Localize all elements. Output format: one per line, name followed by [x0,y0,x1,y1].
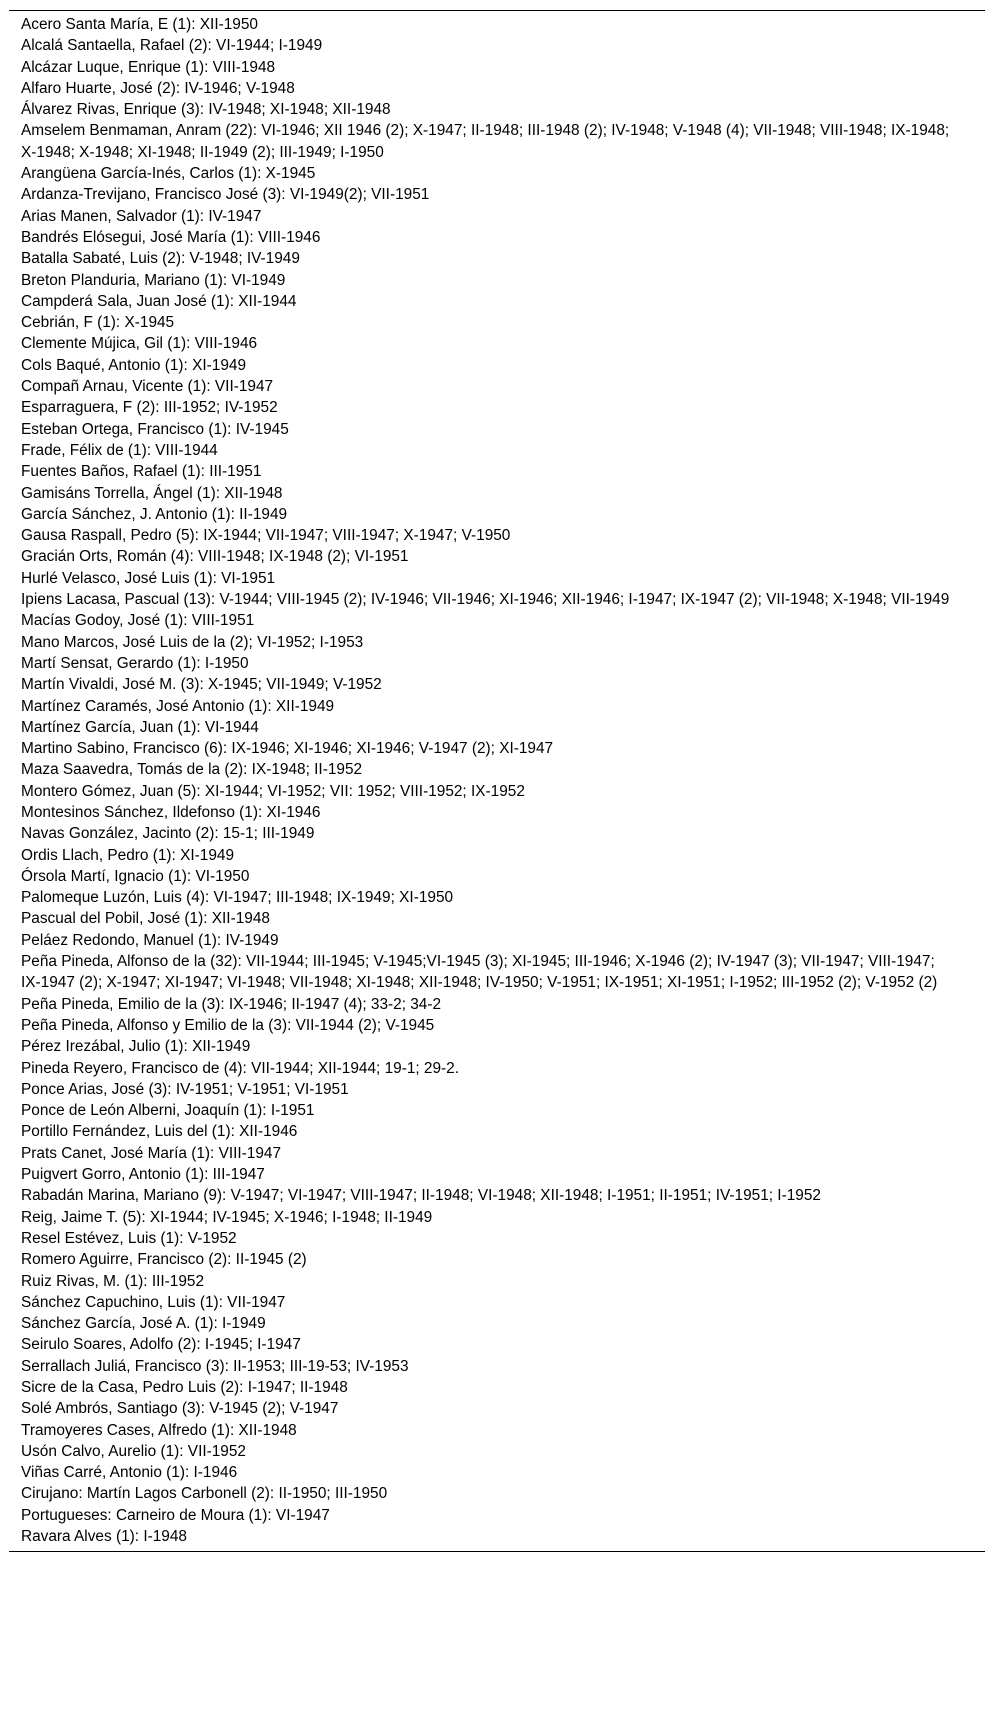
index-entry: Órsola Martí, Ignacio (1): VI-1950 [21,867,250,885]
index-entry: Macías Godoy, José (1): VIII-1951 [21,612,255,630]
index-entry: Ordis Llach, Pedro (1): XI-1949 [21,846,235,864]
index-entry: Ipiens Lacasa, Pascual (13): V-1944; VIII-1945 (2); IV-1946; VII-1946; XI-1946; XII-1946; I-1947; IX-1947 (2); VII-1948; X-1948; VII-1949 [21,591,950,609]
index-entry: Puigvert Gorro, Antonio (1): III-1947 [21,1166,265,1184]
index-entry: Breton Planduria, Mariano (1): VI-1949 [21,271,286,289]
index-entry: Ponce Arias, José (3): IV-1951; V-1951; VI-1951 [21,1080,349,1098]
index-entry: Álvarez Rivas, Enrique (3): IV-1948; XI-1948; XII-1948 [21,101,391,119]
author-index-list [9,14,985,1547]
index-entry: Ravara Alves (1): I-1948 [21,1528,187,1546]
index-entry: Martí Sensat, Gerardo (1): I-1950 [21,654,249,672]
index-entry: Alcázar Luque, Enrique (1): VIII-1948 [21,58,276,76]
index-entry: Peláez Redondo, Manuel (1): IV-1949 [21,931,279,949]
index-entry: Peña Pineda, Alfonso y Emilio de la (3): VII-1944 (2); V-1945 [21,1016,435,1034]
index-entry: Reig, Jaime T. (5): XI-1944; IV-1945; X-1946; I-1948; II-1949 [21,1208,433,1226]
index-entry: Alcalá Santaella, Rafael (2): VI-1944; I-1949 [21,37,323,55]
index-entry: Martínez García, Juan (1): VI-1944 [21,718,259,736]
index-entry: Solé Ambrós, Santiago (3): V-1945 (2); V-1947 [21,1400,339,1418]
index-entry: Pascual del Pobil, José (1): XII-1948 [21,910,270,928]
index-entry: Martín Vivaldi, José M. (3): X-1945; VII-1949; V-1952 [21,676,382,694]
index-entry: Batalla Sabaté, Luis (2): V-1948; IV-1949 [21,250,300,268]
index-entry: Montesinos Sánchez, Ildefonso (1): XI-1946 [21,803,321,821]
index-entry: Usón Calvo, Aurelio (1): VII-1952 [21,1442,246,1460]
index-entry: Portillo Fernández, Luis del (1): XII-1946 [21,1123,298,1141]
index-entry: Esparraguera, F (2): III-1952; IV-1952 [21,399,278,417]
index-entry: Romero Aguirre, Francisco (2): II-1945 (2) [21,1251,307,1269]
index-entry: Ruiz Rivas, M. (1): III-1952 [21,1272,205,1290]
index-entry: Pineda Reyero, Francisco de (4): VII-1944; XII-1944; 19-1; 29-2. [21,1059,460,1077]
index-entry: Pérez Irezábal, Julio (1): XII-1949 [21,1038,251,1056]
index-entry: Viñas Carré, Antonio (1): I-1946 [21,1464,238,1482]
index-entry: Alfaro Huarte, José (2): IV-1946; V-1948 [21,79,295,97]
index-entry: Cirujano: Martín Lagos Carbonell (2): II-1950; III-1950 [21,1485,388,1503]
index-entry: Hurlé Velasco, José Luis (1): VI-1951 [21,569,276,587]
index-entry: Mano Marcos, José Luis de la (2); VI-1952; I-1953 [21,633,364,651]
index-entry: Esteban Ortega, Francisco (1): IV-1945 [21,420,289,438]
index-entry: Ardanza-Trevijano, Francisco José (3): VI-1949(2); VII-1951 [21,186,430,204]
index-entry: Portugueses: Carneiro de Moura (1): VI-1947 [21,1506,330,1524]
index-entry: Acero Santa María, E (1): XII-1950 [21,16,258,33]
index-entry: Serrallach Juliá, Francisco (3): II-1953; III-19-53; IV-1953 [21,1357,409,1375]
index-entry: Tramoyeres Cases, Alfredo (1): XII-1948 [21,1421,297,1439]
index-entry: Sánchez García, José A. (1): I-1949 [21,1315,266,1333]
index-entry: Cebrián, F (1): X-1945 [21,314,175,332]
index-entry: Peña Pineda, Alfonso de la (32): VII-1944; III-1945; V-1945;VI-1945 (3); XI-1945; III-1946; X-1946 (2); IV-1947 (3); VII-1947; VIII-1947; IX-1947 (2); X-1947; XI-1947; VI-1948; VII-1948; XI-1948; XII-1948; IV-1950; V-1951; IX-1951; XI-1951; I-1952; III-1952 (2); V-1952 (2) [21,953,938,992]
index-entry: Maza Saavedra, Tomás de la (2): IX-1948; II-1952 [21,761,363,779]
index-entry: Ponce de León Alberni, Joaquín (1): I-1951 [21,1102,315,1120]
index-entry: Compañ Arnau, Vicente (1): VII-1947 [21,378,274,396]
index-entry: Amselem Benmaman, Anram (22): VI-1946; XII 1946 (2); X-1947; II-1948; III-1948 (2); IV-1948; V-1948 (4); VII-1948; VIII-1948; IX-1948; X-1948; X-1948; XI-1948; II-1949 (2); III-1949; I-1950 [21,122,950,161]
index-entry: Navas González, Jacinto (2): 15-1; III-1949 [21,825,315,843]
index-entry: Gracián Orts, Román (4): VIII-1948; IX-1948 (2); VI-1951 [21,548,409,566]
index-entry: Peña Pineda, Emilio de la (3): IX-1946; II-1947 (4); 33-2; 34-2 [21,995,442,1013]
index-entry: Palomeque Luzón, Luis (4): VI-1947; III-1948; IX-1949; XI-1950 [21,889,454,907]
index-entry: Fuentes Baños, Rafael (1): III-1951 [21,463,262,481]
index-entry: Montero Gómez, Juan (5): XI-1944; VI-1952; VII: 1952; VIII-1952; IX-1952 [21,782,525,800]
index-entry: Frade, Félix de (1): VIII-1944 [21,441,218,459]
index-entry: Campderá Sala, Juan José (1): XII-1944 [21,292,297,310]
index-entry: Sánchez Capuchino, Luis (1): VII-1947 [21,1293,286,1311]
index-entry: Arias Manen, Salvador (1): IV-1947 [21,207,262,225]
index-entry: Rabadán Marina, Mariano (9): V-1947; VI-1947; VIII-1947; II-1948; VI-1948; XII-1948; I-1951; II-1951; IV-1951; I-1952 [21,1187,821,1205]
author-index-table [9,10,985,1552]
index-entry: Seirulo Soares, Adolfo (2): I-1945; I-1947 [21,1336,301,1354]
index-entry: Arangüena García-Inés, Carlos (1): X-1945 [21,165,316,183]
index-entry: Cols Baqué, Antonio (1): XI-1949 [21,356,247,374]
index-entry: Clemente Mújica, Gil (1): VIII-1946 [21,335,258,353]
index-entry: Gausa Raspall, Pedro (5): IX-1944; VII-1947; VIII-1947; X-1947; V-1950 [21,527,511,545]
index-entry: Gamisáns Torrella, Ángel (1): XII-1948 [21,484,283,502]
index-entry: Resel Estévez, Luis (1): V-1952 [21,1229,237,1247]
index-entry: Martínez Caramés, José Antonio (1): XII-1949 [21,697,335,715]
index-entry: Martino Sabino, Francisco (6): IX-1946; XI-1946; XI-1946; V-1947 (2); XI-1947 [21,740,554,758]
index-entry: Prats Canet, José María (1): VIII-1947 [21,1144,282,1162]
index-entry: Sicre de la Casa, Pedro Luis (2): I-1947; II-1948 [21,1379,348,1396]
index-entry: Bandrés Elósegui, José María (1): VIII-1946 [21,228,321,246]
index-entry: García Sánchez, J. Antonio (1): II-1949 [21,505,288,523]
